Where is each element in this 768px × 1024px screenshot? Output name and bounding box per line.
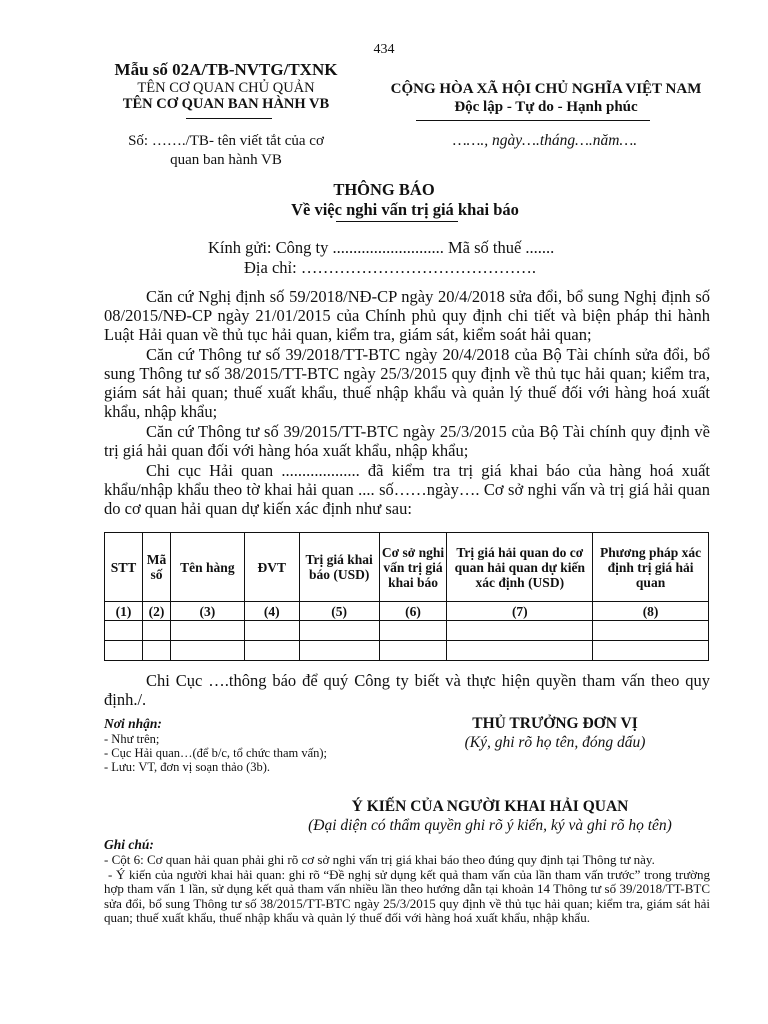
column-header: Trị giá khai báo (USD) — [299, 533, 379, 602]
column-number-row — [105, 602, 709, 621]
table-header-row — [105, 533, 709, 602]
notes-heading: Ghi chú: — [104, 837, 154, 852]
table-cell — [244, 641, 299, 661]
document-subtitle: Về việc nghi vấn trị giá khai báo — [291, 200, 519, 219]
header-left-rule — [186, 118, 272, 119]
distribution-item: - Lưu: VT, đơn vị soạn thảo (3b). — [104, 760, 271, 774]
form-code: Mẫu số 02A/TB-NVTG/TXNK — [114, 60, 338, 79]
superior-agency: TÊN CƠ QUAN CHỦ QUẢN — [137, 80, 315, 96]
table-cell — [379, 621, 447, 641]
note-item: - Cột 6: Cơ quan hải quan phải ghi rõ cơ sở nghi vấn trị giá khai báo theo đúng quy định tại Thông tư này. — [104, 852, 655, 867]
subtitle-underline — [336, 221, 458, 222]
valuation-table — [104, 532, 709, 661]
column-number: (6) — [379, 602, 447, 621]
motto-underline — [416, 120, 650, 121]
distribution-item: - Như trên; — [104, 732, 160, 746]
table-cell — [379, 641, 447, 661]
distribution-item: - Cục Hải quan…(để b/c, tổ chức tham vấn); — [104, 746, 328, 760]
legal-basis-paragraph-1: Căn cứ Nghị định số 59/2018/NĐ-CP ngày 20/4/2018 sửa đổi, bổ sung Nghị định số 08/2015/NĐ-CP ngày 21/01/2015 của Chính phủ quy định chi tiết và biện pháp thi hành Luật Hải quan về thủ tục hải quan, kiểm tra, giám sát, kiểm soát hải quan; — [104, 287, 710, 344]
signature-block — [420, 714, 690, 752]
column-header: Cơ sở nghi vấn trị giá khai báo — [379, 533, 447, 602]
reference-line-1: Số: ……./TB- tên viết tắt của cơ — [128, 133, 324, 149]
table-cell — [142, 621, 170, 641]
table-cell — [593, 621, 709, 641]
column-header: Mã số — [142, 533, 170, 602]
column-number: (8) — [593, 602, 709, 621]
header-left — [86, 60, 366, 113]
issuing-agency: TÊN CƠ QUAN BAN HÀNH VB — [122, 96, 330, 112]
note-item: - Ý kiến của người khai hải quan: ghi rõ “Đề nghị sử dụng kết quả tham vấn của lần tham vấn trước” trong trường hợp tham vấn 1 lần, sử dụng kết quả tham vấn nhiều lần theo hướng dẫn tại khoản 14 Thông tư số 39/2018/TT-BTC sửa đổi, bổ sung Thông tư số 38/2015/TT-BTC ngày 25/3/2015 quy định về thủ tục hải quan; kiểm tra, giám sát hải quan; thuế xuất khẩu, thuế nhập khẩu và quản lý thuế đối với hàng hoá xuất khẩu, nhập khẩu. — [104, 866, 710, 925]
column-number: (7) — [447, 602, 593, 621]
column-header: Tên hàng — [170, 533, 244, 602]
address-line: Địa chỉ: ……………………………………. — [244, 258, 536, 277]
legal-basis-paragraph-3: Căn cứ Thông tư số 39/2015/TT-BTC ngày 25/3/2015 của Bộ Tài chính quy định về trị giá hải quan đối với hàng hóa xuất khẩu, nhập khẩu; — [104, 422, 710, 460]
legal-basis-paragraph-2: Căn cứ Thông tư số 39/2018/TT-BTC ngày 20/4/2018 của Bộ Tài chính sửa đổi, bổ sung Thông tư số 38/2015/TT-BTC ngày 25/3/2015 quy định về thủ tục hải quan; kiểm tra, giám sát hải quan; thuế xuất khẩu, thuế nhập khẩu và quản lý thuế đối với hàng hoá xuất khẩu, nhập khẩu; — [104, 345, 710, 421]
closing-paragraph: Chi Cục ….thông báo để quý Công ty biết và thực hiện quyền tham vấn theo quy định./. — [104, 671, 710, 709]
table-cell — [244, 621, 299, 641]
table-cell — [299, 621, 379, 641]
inspection-paragraph: Chi cục Hải quan ................... đã kiểm tra trị giá khai báo của hàng hoá xuất khẩu/nhập khẩu theo tờ khai hải quan .... số……ngày…. Cơ sở nghi vấn và trị giá hải quan do cơ quan hải quan dự kiến xác định như sau: — [104, 461, 710, 518]
table-cell — [170, 641, 244, 661]
date-line: ……., ngày….tháng….năm…. — [452, 132, 638, 149]
reference-number — [100, 132, 352, 170]
header-right — [356, 80, 736, 116]
recipient-line: Kính gửi: Công ty ........................... Mã số thuế ....... — [208, 238, 555, 257]
table-cell — [447, 641, 593, 661]
page-number: 434 — [373, 42, 395, 57]
column-number: (2) — [142, 602, 170, 621]
table-cell — [593, 641, 709, 661]
distribution-list — [104, 716, 327, 774]
distribution-heading: Nơi nhận: — [104, 716, 162, 731]
declarant-opinion-block — [270, 797, 710, 835]
national-motto: Độc lập - Tự do - Hạnh phúc — [454, 99, 638, 115]
column-header: STT — [105, 533, 143, 602]
table-cell — [105, 641, 143, 661]
column-header: Phương pháp xác định trị giá hải quan — [593, 533, 709, 602]
table-row — [105, 641, 709, 661]
table-cell — [299, 641, 379, 661]
notes-section — [104, 837, 710, 926]
signature-title: THỦ TRƯỞNG ĐƠN VỊ — [472, 715, 638, 732]
declarant-title: Ý KIẾN CỦA NGƯỜI KHAI HẢI QUAN — [351, 798, 629, 815]
nation-name: CỘNG HÒA XÃ HỘI CHỦ NGHĨA VIỆT NAM — [390, 81, 702, 97]
table-cell — [447, 621, 593, 641]
column-number: (5) — [299, 602, 379, 621]
table-cell — [170, 621, 244, 641]
document-title: THÔNG BÁO — [333, 180, 435, 199]
column-number: (4) — [244, 602, 299, 621]
column-header: Trị giá hải quan do cơ quan hải quan dự kiến xác định (USD) — [447, 533, 593, 602]
column-number: (1) — [105, 602, 143, 621]
column-number: (3) — [170, 602, 244, 621]
signature-instruction: (Ký, ghi rõ họ tên, đóng dấu) — [464, 734, 646, 751]
table-cell — [105, 621, 143, 641]
column-header: ĐVT — [244, 533, 299, 602]
reference-line-2: quan ban hành VB — [170, 152, 282, 168]
table-row — [105, 621, 709, 641]
declarant-instruction: (Đại diện có thẩm quyền ghi rõ ý kiến, ký và ghi rõ họ tên) — [308, 817, 672, 834]
table-cell — [142, 641, 170, 661]
